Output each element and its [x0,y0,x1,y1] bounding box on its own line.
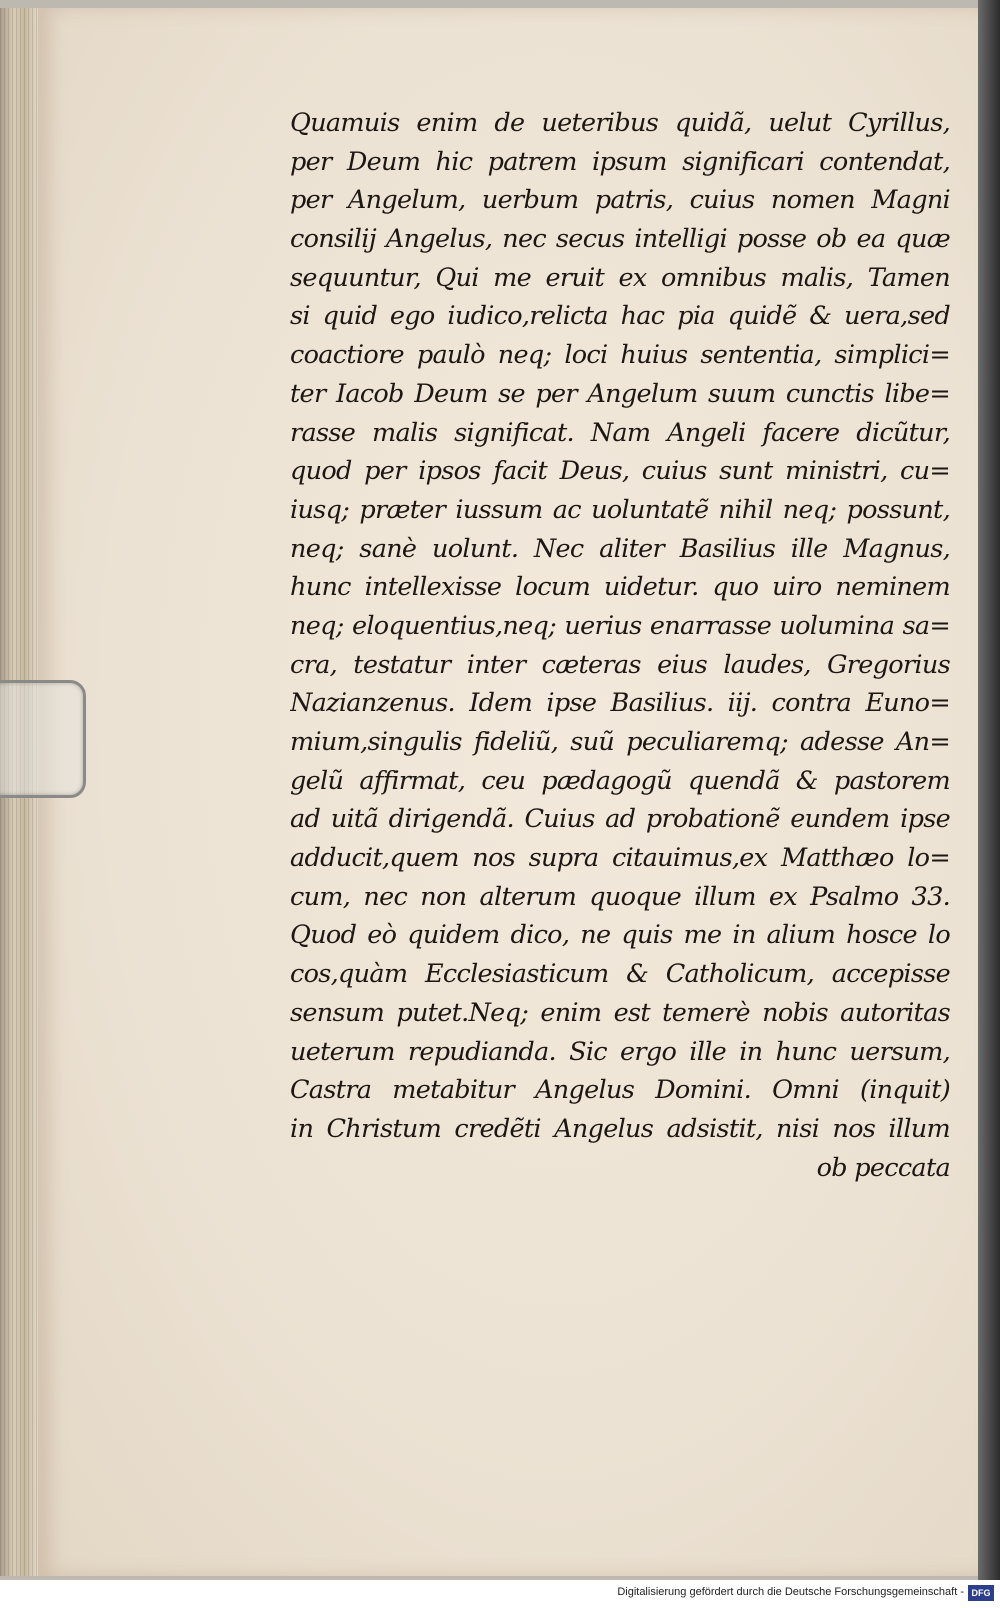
scanner-edge [978,0,1000,1580]
text-line: per Deum hic patrem ipsum significari contendat, [290,146,950,177]
text-line: neq; eloquentius,neq; uerius enarrasse uolumina sa= [290,610,950,641]
text-line: ueterum repudianda. Sic ergo ille in hunc uersum, [290,1036,950,1067]
text-line: ter Iacob Deum se per Angelum suum cunctis libe= [290,378,950,409]
text-line: sensum putet.Neq; enim est temerè nobis autoritas [290,997,950,1028]
text-line: gelũ affirmat, ceu pædagogũ quendã & pastorem [290,765,950,796]
text-line: iusq; præter iussum ac uoluntatẽ nihil neq; possunt, [290,494,950,525]
text-line: rasse malis significat. Nam Angeli facere dicũtur, [290,417,950,448]
text-line: coactiore paulò neq; loci huius sententia, simplici= [290,340,950,371]
text-line: si quid ego iudico,relicta hac pia quidẽ & uera,sed [290,301,950,332]
text-line: cos,quàm Ecclesiasticum & Catholicum, accepisse [290,959,950,990]
text-line: adducit,quem nos supra citauimus,ex Matthæo lo= [290,843,950,874]
page-clip-icon [0,680,86,798]
text-line: quod per ipsos facit Deus, cuius sunt ministri, cu= [290,456,950,487]
funding-credit: Digitalisierung gefördert durch die Deutsche Forschungsgemeinschaft - [617,1586,964,1598]
page-text [290,104,950,1187]
text-line: cum, nec non alterum quoque illum ex Psalmo 33. [290,881,950,912]
text-line: Quamuis enim de ueteribus quidã, uelut Cyrillus, [290,108,950,138]
text-line: in Christum credẽti Angelus adsistit, nisi nos illum [290,1113,950,1144]
text-line: mium,singulis fideliũ, suũ peculiaremq; adesse An= [290,727,950,757]
text-line: consilij Angelus, nec secus intelligi posse ob ea quæ [290,224,950,255]
text-line: sequuntur, Qui me eruit ex omnibus malis, Tamen [290,262,950,293]
text-line: per Angelum, uerbum patris, cuius nomen Magni [290,185,950,216]
catchword: ob peccata [816,1152,950,1183]
text-line: hunc intellexisse locum uidetur. quo uiro neminem [290,572,950,603]
text-line: Quod eò quidem dico, ne quis me in alium hosce lo [290,920,950,951]
dfg-logo-icon: DFG [968,1585,994,1601]
footer-bar [0,1580,1000,1608]
text-line: Castra metabitur Angelus Domini. Omni (inquit) [290,1075,950,1106]
text-line: ad uitã dirigendã. Cuius ad probationẽ eundem ipse [290,804,950,835]
text-line: Nazianzenus. Idem ipse Basilius. iij. contra Euno= [290,688,950,719]
text-line: neq; sanè uolunt. Nec aliter Basilius ille Magnus, [290,533,950,564]
text-line: cra, testatur inter cæteras eius laudes, Gregorius [290,649,950,680]
